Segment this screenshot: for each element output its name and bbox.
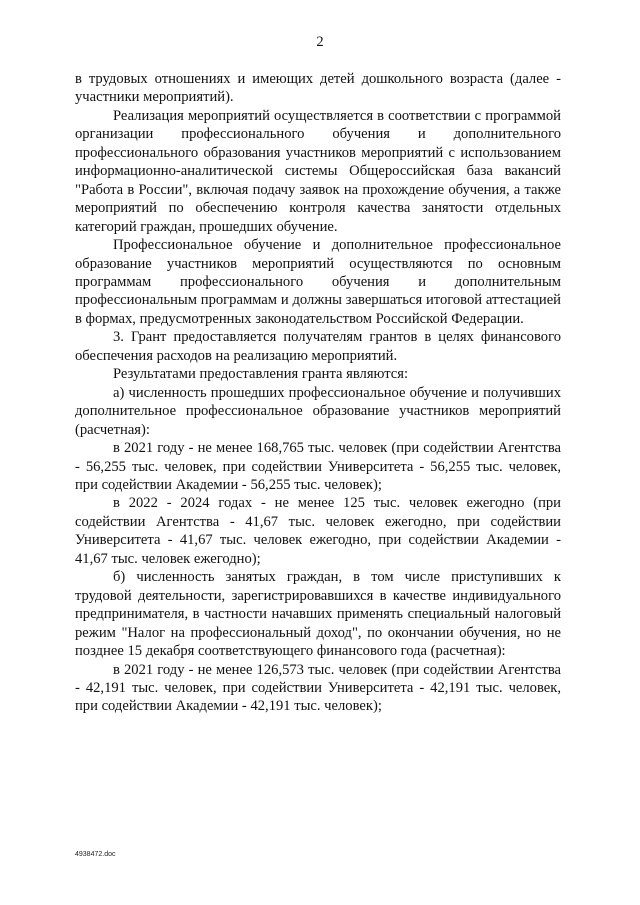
paragraph-result-b: б) численность занятых граждан, в том числе приступивших к трудовой деятельности, зарегистрировавшихся в качестве индивидуального предпринимателя, в частности начавших применять специальный налоговый режим "Налог на профессиональный доход", по окончании обучения, но не позднее 15 декабря соответствующего финансового года (расчетная): (75, 569, 561, 660)
paragraph-result-b-2021: в 2021 году - не менее 126,573 тыс. человек (при содействии Агентства - 42,191 тыс. человек, при содействии Университета - 42,191 тыс. человек, при содействии Академии - 42,191 тыс. человек); (75, 661, 561, 715)
paragraph-result-a-2021: в 2021 году - не менее 168,765 тыс. человек (при содействии Агентства - 56,255 тыс. человек, при содействии Университета - 56,255 тыс. человек, при содействии Академии - 56,255 тыс. человек); (75, 440, 561, 493)
paragraph-participants-definition: в трудовых отношениях и имеющих детей дошкольного возраста (далее - участники мероприятий). (75, 71, 561, 106)
paragraph-results-heading: Результатами предоставления гранта являются: (113, 366, 409, 383)
paragraph-result-a-2022-2024: в 2022 - 2024 годах - не менее 125 тыс. человек ежегодно (при содействии Агентства - 41,67 тыс. человек ежегодно, при содействии Университета - 41,67 тыс. человек ежегодно, при содействии Академии - 41,67 тыс. человек ежегодно); (75, 495, 561, 567)
paragraph-grant-purpose: 3. Грант предоставляется получателям грантов в целях финансового обеспечения расходов на реализацию мероприятий. (75, 329, 561, 364)
paragraph-training-programs: Профессиональное обучение и дополнительное профессиональное образование участников мероприятий осуществляются по основным программам профессионального обучения и дополнительным профессиональным программам и должны завершаться итоговой аттестацией в формах, предусмотренных законодательством Российской Федерации. (75, 237, 561, 327)
paragraph-implementation: Реализация мероприятий осуществляется в соответствии с программой организации профессионального обучения и дополнительного профессионального образования участников мероприятий с использованием информационно-аналитической системы Общероссийская база вакансий "Работа в России", включая подачу заявок на прохождение обучения, а также мероприятий по обеспечению контроля качества занятости отдельных категорий граждан, прошедших обучение. (75, 107, 561, 235)
page-number: 2 (316, 34, 324, 50)
document-body (75, 70, 561, 716)
paragraph-result-a: а) численность прошедших профессиональное обучение и получивших дополнительное профессиональное образование участников мероприятий (расчетная): (75, 384, 561, 438)
document-file-code: 4938472.doc (75, 851, 116, 858)
